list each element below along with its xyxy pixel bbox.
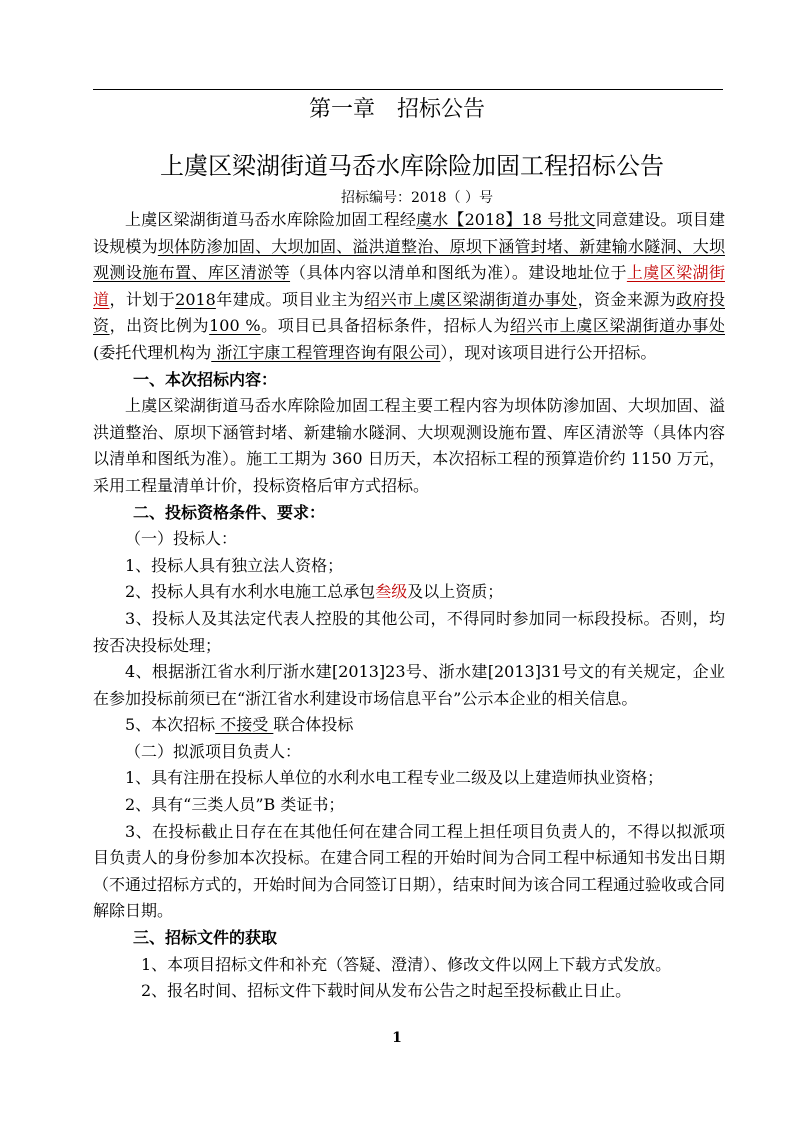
intro-text: 上虞区梁湖街道马岙水库除险加固工程经: [125, 210, 417, 229]
list-item: 1、本项目招标文件和补充（答疑、澄清）、修改文件以网上下载方式发放。: [141, 954, 672, 974]
agency: 浙江宇康工程管理咨询有限公司: [211, 342, 441, 362]
list-item: [93, 579, 725, 606]
list-item-text: 联合体投标: [273, 715, 354, 735]
section-1-text: 上虞区梁湖街道马岙水库除险加固工程主要工程内容为坝体防渗加固、大坝加固、溢洪道整治、原坝下涵管封堵、新建输水隧洞、大坝观测设施布置、库区清淤等（具体内容以清单和图纸为准）。施工工期为 360 日历天，本次招标工程的预算造价约 1150 万元，采用工程量清单计价，投标资格后审方式招标。: [93, 396, 725, 495]
intro-text: ，资金来源为: [577, 289, 677, 309]
qualification-grade: 叁级: [375, 582, 408, 602]
document-body: [93, 207, 725, 1005]
construction-site: 上虞区梁湖街道: [93, 263, 725, 309]
chapter-number: 第一章: [308, 97, 375, 122]
intro-text: （具体内容以清单和图纸为准）。建设地址位于: [290, 263, 627, 283]
intro-text: 同意建设。项目建设规模为: [93, 210, 725, 256]
consortium-option: 不接受: [215, 715, 274, 735]
chapter-title: 招标公告: [397, 97, 486, 122]
intro-text: ），现对该项目进行公开招标。: [440, 342, 657, 362]
tenderer: 绍兴市上虞区梁湖街道办事处: [509, 316, 725, 336]
subsection-bidder: （一）投标人：: [125, 529, 238, 549]
intro-text: (委托代理机构为: [93, 342, 212, 362]
completion-year: 2018: [175, 289, 216, 309]
fund-source: 政府投资: [93, 289, 725, 336]
list-item: 4、根据浙江省水利厅浙水建[2013]23号、浙水建[2013]31号文的有关规定，企业在参加投标前须已在“浙江省水利建设市场信息平台”公示本企业的相关信息。: [93, 662, 725, 708]
bid-number: 招标编号：2018（ ）号: [340, 190, 494, 206]
section-heading-2: 二、投标资格条件、要求：: [133, 502, 326, 522]
list-item: 1、具有注册在投标人单位的水利水电工程专业二级及以上建造师执业资格；: [125, 768, 664, 788]
section-heading-3: 三、招标文件的获取: [133, 928, 278, 948]
project-owner: 绍兴市上虞区梁湖街道办事处: [364, 289, 578, 309]
list-item: [93, 712, 725, 739]
list-item: 1、投标人具有独立法人资格；: [125, 555, 344, 575]
document-title: 上虞区梁湖街道马岙水库除险加固工程招标公告: [160, 152, 664, 180]
section-heading-1: 一、本次招标内容：: [133, 369, 278, 389]
list-item-text: 2、投标人具有水利水电施工总承包: [125, 582, 376, 602]
intro-text: ，计划于: [109, 289, 176, 309]
fund-ratio: 100 %: [209, 316, 261, 336]
list-item-text: 及以上资质；: [407, 582, 504, 602]
header-rule: [93, 89, 723, 90]
list-item-text: 5、本次招标: [125, 715, 216, 735]
list-item: 3、投标人及其法定代表人控股的其他公司，不得同时参加同一标段投标。否则，均按否决投标处理；: [93, 608, 725, 655]
list-item: 2、报名时间、招标文件下载时间从发布公告之时起至投标截止日止。: [141, 981, 632, 1001]
approval-doc: 虞水【2018】18 号批文: [416, 210, 596, 229]
construction-scope: 坝体防渗加固、大坝加固、溢洪道整治、原坝下涵管封堵、新建输水隧洞、大坝观测设施布置、库区清淤等: [93, 236, 725, 283]
chapter-heading: [0, 95, 794, 125]
list-item: 3、在投标截止日存在在其他任何在建合同工程上担任项目负责人的，不得以拟派项目负责人的身份参加本次投标。在建合同工程的开始时间为合同工程中标通知书发出日期（不通过招标方式的，开始时间为合同签订日期），结束时间为该合同工程通过验收或合同解除日期。: [93, 821, 726, 921]
intro-text: 年建成。项目业主为: [215, 289, 365, 309]
page-number: 1: [392, 1030, 402, 1046]
list-item: 2、具有“三类人员”B 类证书；: [125, 795, 345, 815]
intro-paragraph: [93, 207, 725, 367]
intro-text: 。项目已具备招标条件，招标人为: [260, 316, 510, 336]
intro-text: ，出资比例为: [109, 316, 210, 336]
subsection-manager: （二）拟派项目负责人：: [125, 741, 302, 761]
